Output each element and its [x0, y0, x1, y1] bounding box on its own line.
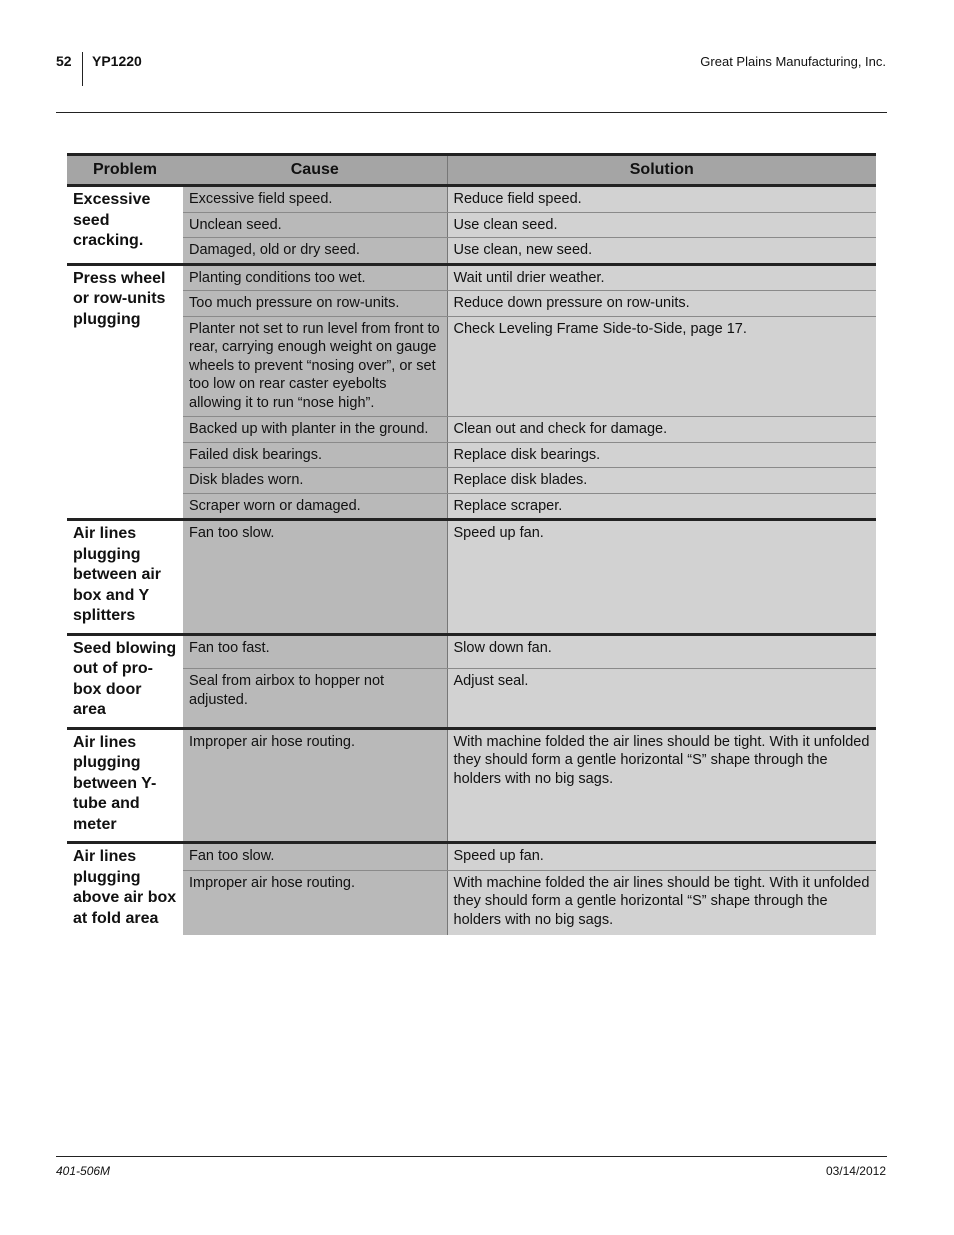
- table-row: [67, 520, 876, 635]
- header-rule: [56, 112, 887, 113]
- table-row: [67, 186, 876, 213]
- solution-cell: Replace disk bearings.: [447, 442, 876, 468]
- solution-cell: Slow down fan.: [447, 634, 876, 669]
- table-row: [67, 264, 876, 291]
- header-cause: Cause: [183, 155, 447, 186]
- table-row: [67, 870, 876, 935]
- solution-cell: Adjust seal.: [447, 669, 876, 728]
- solution-cell: Speed up fan.: [447, 843, 876, 871]
- problem-cell: Air lines plugging between Y-tube and meter: [67, 728, 183, 843]
- cause-cell: Improper air hose routing.: [183, 870, 447, 935]
- cause-cell: Scraper worn or damaged.: [183, 493, 447, 520]
- cause-cell: Backed up with planter in the ground.: [183, 417, 447, 443]
- cause-cell: Too much pressure on row-units.: [183, 291, 447, 317]
- table-row: [67, 843, 876, 871]
- table-row: [67, 417, 876, 443]
- problem-cell: Press wheel or row-units plugging: [67, 264, 183, 520]
- table-row: [67, 634, 876, 669]
- company-name: Great Plains Manufacturing, Inc.: [700, 54, 886, 69]
- table-row: [67, 238, 876, 265]
- cause-cell: Failed disk bearings.: [183, 442, 447, 468]
- document-date: 03/14/2012: [825, 1164, 886, 1178]
- model-name: YP1220: [92, 53, 142, 69]
- cause-cell: Planter not set to run level from front to rear, carrying enough weight on gauge wheels to prevent “nosing over”, or set too low on rear caster eyebolts allowing it to run “nose high”.: [183, 316, 447, 417]
- cause-cell: Seal from airbox to hopper not adjusted.: [183, 669, 447, 728]
- cause-cell: Excessive field speed.: [183, 186, 447, 213]
- cause-cell: Planting conditions too wet.: [183, 264, 447, 291]
- solution-cell: Use clean seed.: [447, 212, 876, 238]
- problem-cell: Seed blowing out of pro-box door area: [67, 634, 183, 728]
- solution-cell: Check Leveling Frame Side-to-Side, page 17.: [447, 316, 876, 417]
- problem-cell: Excessive seed cracking.: [67, 186, 183, 265]
- solution-cell: Reduce down pressure on row-units.: [447, 291, 876, 317]
- table-row: [67, 442, 876, 468]
- troubleshooting-table: [67, 153, 876, 935]
- cause-cell: Improper air hose routing.: [183, 728, 447, 843]
- header-divider: [82, 52, 83, 86]
- table-row: [67, 212, 876, 238]
- footer-rule: [56, 1156, 887, 1157]
- table-row: [67, 493, 876, 520]
- cause-cell: Fan too slow.: [183, 843, 447, 871]
- solution-cell: Wait until drier weather.: [447, 264, 876, 291]
- solution-cell: With machine folded the air lines should be tight. With it unfolded they should form a gentle horizontal “S” shape through the holders with no big sags.: [447, 870, 876, 935]
- header-solution: Solution: [447, 155, 876, 186]
- solution-cell: Replace scraper.: [447, 493, 876, 520]
- cause-cell: Unclean seed.: [183, 212, 447, 238]
- table-row: [67, 669, 876, 728]
- document-number: 401-506M: [56, 1164, 111, 1178]
- table-header-row: [67, 155, 876, 186]
- cause-cell: Disk blades worn.: [183, 468, 447, 494]
- solution-cell: Replace disk blades.: [447, 468, 876, 494]
- solution-cell: Speed up fan.: [447, 520, 876, 635]
- problem-cell: Air lines plugging above air box at fold area: [67, 843, 183, 936]
- problem-cell: Air lines plugging between air box and Y splitters: [67, 520, 183, 635]
- header-problem: Problem: [67, 155, 183, 186]
- table-row: [67, 291, 876, 317]
- cause-cell: Damaged, old or dry seed.: [183, 238, 447, 265]
- solution-cell: Use clean, new seed.: [447, 238, 876, 265]
- solution-cell: Reduce field speed.: [447, 186, 876, 213]
- table-row: [67, 468, 876, 494]
- solution-cell: With machine folded the air lines should be tight. With it unfolded they should form a gentle horizontal “S” shape through the holders with no big sags.: [447, 728, 876, 843]
- page-number: 52: [56, 53, 72, 69]
- cause-cell: Fan too fast.: [183, 634, 447, 669]
- table-row: [67, 316, 876, 417]
- table-row: [67, 728, 876, 843]
- solution-cell: Clean out and check for damage.: [447, 417, 876, 443]
- cause-cell: Fan too slow.: [183, 520, 447, 635]
